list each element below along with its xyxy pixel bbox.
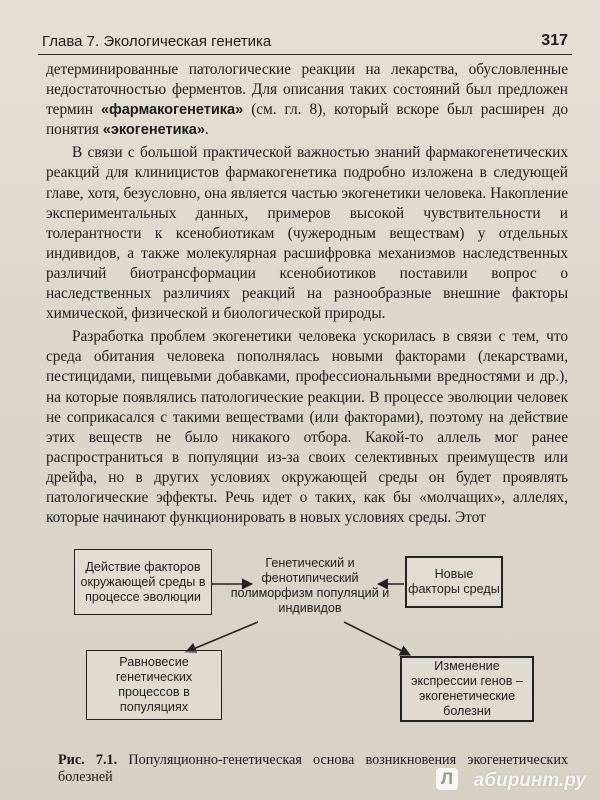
caption-text: Популяционно-генетическая основа возникновения экогенетических болезней xyxy=(58,752,568,785)
watermark: абиринт.ру xyxy=(473,770,586,791)
caption-label: Рис. 7.1. xyxy=(58,752,118,768)
box-equilibrium: Равновесие генетических процессов в популяциях xyxy=(86,650,222,720)
paragraph-3: Разработка проблем экогенетики человека ускорилась в связи с тем, что среда обитания человека пополнялась новыми факторами (лекарствами, пестицидами, пищевыми добавками, профессиональными вредностями и др.), на которые появлялись патологические реакции. В процессе эволюции человек не соприкасался с такими веществами (или факторами), поэтому на действие этих веществ не было никакого отбора. Какой-то аллель мог ранее распространиться в популяции из-за своих селективных преимуществ или дрейфа, но в других условиях окружающей среды он будет проявлять патологические эффекты. Речь идет о таких, как бы «молчащих», аллелях, которые начинают функционировать в новых условиях среды. Этот xyxy=(46,328,568,527)
header-rule xyxy=(38,54,572,55)
chapter-title: Глава 7. Экологическая генетика xyxy=(42,33,272,50)
term-pharmacogenetics: «фармакогенетика» xyxy=(100,102,244,119)
watermark-logo-icon: Л xyxy=(436,768,458,790)
box-environment-factors: Действие факторов окружающей среды в процессе эволюции xyxy=(74,549,212,615)
arrow-center-to-expression xyxy=(344,622,410,655)
center-polymorphism: Генетический и фенотипический полиморфизм популяций и индивидов xyxy=(230,556,390,615)
term-ecogenetics: «экогенетика» xyxy=(102,122,205,139)
page-number: 317 xyxy=(541,32,568,49)
box-new-factors: Новые факторы среды xyxy=(405,556,503,608)
running-header xyxy=(38,32,572,56)
arrow-center-to-equilibrium xyxy=(186,622,258,652)
paragraph-1-part-b: (см. гл. 8), который вскоре был расширен до понятия xyxy=(46,101,568,139)
paragraph-1-part-c: . xyxy=(204,121,209,139)
paragraph-2: В связи с большой практической важностью знаний фармакогенетических реакций для клиницистов фармакогенетика подробно изложена в следующей главе, хотя, безусловно, она является частью экогенетики человека. Накопление экспериментальных данных, примеров высокой чувствительности и толерантности к ксенобиотикам (чужеродным веществам) у отдельных индивидов, а также молекулярная расшифровка механизмов наследственных различий биотрансформации ксенобиотиков поставили вопрос о наследственных различиях реакций на разнообразные внешние факторы химической, физической и биологической природы. xyxy=(46,144,568,323)
box-gene-expression: Изменение экспрессии генов – экогенетические болезни xyxy=(400,656,534,722)
paragraph-1-part-a: детерминированные патологические реакции на лекарства, обусловленные недостаточностью ферментов. Для описания таких состояний был предложен термин xyxy=(46,61,568,119)
body-text xyxy=(46,60,568,531)
paragraph-1 xyxy=(46,60,568,140)
